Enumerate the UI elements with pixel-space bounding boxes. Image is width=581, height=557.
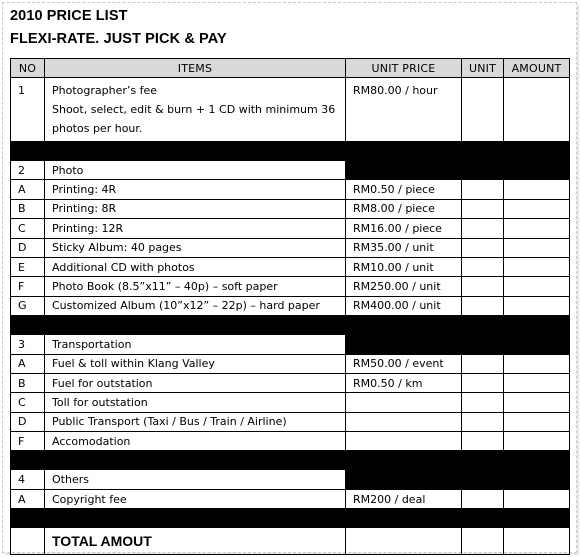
row-unit xyxy=(462,78,504,142)
row-item: Public Transport (Taxi / Bus / Train / Airline) xyxy=(45,412,346,431)
table-row xyxy=(11,489,570,508)
blackout-cell xyxy=(346,335,462,354)
blackout-cell xyxy=(462,335,504,354)
row-item: Sticky Album: 40 pages xyxy=(45,238,346,257)
table-row xyxy=(11,180,570,199)
row-price: RM0.50 / km xyxy=(346,373,462,392)
row-price: RM10.00 / unit xyxy=(346,257,462,276)
group-label: Others xyxy=(45,470,346,489)
table-row xyxy=(11,432,570,451)
total-row xyxy=(11,528,570,555)
row-no: C xyxy=(11,393,45,412)
row-no: 1 xyxy=(11,78,45,142)
header-unit-price: UNIT PRICE xyxy=(346,59,462,78)
row-no: C xyxy=(11,219,45,238)
blackout-cell xyxy=(462,470,504,489)
row-unit xyxy=(462,199,504,218)
row-no: A xyxy=(11,489,45,508)
table-row xyxy=(11,199,570,218)
row-item: Customized Album (10”x12” – 22p) – hard paper xyxy=(45,296,346,315)
blackout-cell xyxy=(346,161,462,180)
table-row xyxy=(11,257,570,276)
row-price xyxy=(346,393,462,412)
row-price: RM80.00 / hour xyxy=(346,78,462,142)
row-price: RM400.00 / unit xyxy=(346,296,462,315)
group-header-row xyxy=(11,335,570,354)
row-no: B xyxy=(11,199,45,218)
header-no: NO xyxy=(11,59,45,78)
row-price: RM200 / deal xyxy=(346,489,462,508)
header-items: ITEMS xyxy=(45,59,346,78)
row-amount xyxy=(504,180,570,199)
table-row xyxy=(11,412,570,431)
price-list-subtitle: FLEXI-RATE. JUST PICK & PAY xyxy=(10,31,227,47)
row-amount xyxy=(504,199,570,218)
photographer-fee-label: Photographer’s fee xyxy=(52,84,157,97)
row-item: Printing: 12R xyxy=(45,219,346,238)
row-price: RM16.00 / piece xyxy=(346,219,462,238)
row-item: Printing: 8R xyxy=(45,199,346,218)
row-unit xyxy=(462,373,504,392)
row-price: RM50.00 / event xyxy=(346,354,462,373)
total-amount-cell xyxy=(504,528,570,555)
group-no: 2 xyxy=(11,161,45,180)
row-amount xyxy=(504,219,570,238)
section-divider xyxy=(11,316,570,335)
row-price: RM8.00 / piece xyxy=(346,199,462,218)
blackout-cell xyxy=(504,161,570,180)
row-no: G xyxy=(11,296,45,315)
row-no: D xyxy=(11,412,45,431)
group-header-row xyxy=(11,470,570,489)
row-no: A xyxy=(11,354,45,373)
row-amount xyxy=(504,412,570,431)
table-row xyxy=(11,373,570,392)
row-no: D xyxy=(11,238,45,257)
row-item: Accomodation xyxy=(45,432,346,451)
row-item: Fuel & toll within Klang Valley xyxy=(45,354,346,373)
group-no: 4 xyxy=(11,470,45,489)
blackout-cell xyxy=(346,470,462,489)
row-no: F xyxy=(11,277,45,296)
row-price xyxy=(346,412,462,431)
row-unit xyxy=(462,277,504,296)
group-label: Transportation xyxy=(45,335,346,354)
total-no-cell xyxy=(11,528,45,555)
blackout-cell xyxy=(462,161,504,180)
header-unit: UNIT xyxy=(462,59,504,78)
row-no: A xyxy=(11,180,45,199)
row-amount xyxy=(504,296,570,315)
row-unit xyxy=(462,296,504,315)
table-row xyxy=(11,393,570,412)
row-amount xyxy=(504,78,570,142)
row-amount xyxy=(504,277,570,296)
row-amount xyxy=(504,257,570,276)
row-price xyxy=(346,432,462,451)
row-unit xyxy=(462,354,504,373)
group-label: Photo xyxy=(45,161,346,180)
row-unit xyxy=(462,412,504,431)
table-row xyxy=(11,277,570,296)
row-item xyxy=(45,78,346,142)
price-list-title: 2010 PRICE LIST xyxy=(10,8,128,24)
row-unit xyxy=(462,489,504,508)
row-no: E xyxy=(11,257,45,276)
row-price: RM250.00 / unit xyxy=(346,277,462,296)
section-divider xyxy=(11,142,570,161)
row-no: B xyxy=(11,373,45,392)
blackout-cell xyxy=(504,470,570,489)
header-amount: AMOUNT xyxy=(504,59,570,78)
blackout-cell xyxy=(504,335,570,354)
total-unit-cell xyxy=(462,528,504,555)
row-unit xyxy=(462,393,504,412)
table-row xyxy=(11,78,570,142)
table-header-row xyxy=(11,59,570,78)
row-amount xyxy=(504,393,570,412)
row-amount xyxy=(504,373,570,392)
row-unit xyxy=(462,219,504,238)
price-table xyxy=(10,58,570,555)
photographer-fee-description: Shoot, select, edit & burn + 1 CD with minimum 36 photos per hour. xyxy=(52,103,336,135)
row-amount xyxy=(504,354,570,373)
group-no: 3 xyxy=(11,335,45,354)
row-unit xyxy=(462,432,504,451)
table-row xyxy=(11,219,570,238)
table-row xyxy=(11,296,570,315)
row-price: RM0.50 / piece xyxy=(346,180,462,199)
row-item: Printing: 4R xyxy=(45,180,346,199)
table-row xyxy=(11,238,570,257)
row-amount xyxy=(504,489,570,508)
row-item: Additional CD with photos xyxy=(45,257,346,276)
row-item: Fuel for outstation xyxy=(45,373,346,392)
total-label: TOTAL AMOUT xyxy=(45,528,346,555)
row-unit xyxy=(462,180,504,199)
row-item: Copyright fee xyxy=(45,489,346,508)
total-price-cell xyxy=(346,528,462,555)
row-item: Photo Book (8.5”x11” – 40p) – soft paper xyxy=(45,277,346,296)
row-unit xyxy=(462,238,504,257)
row-item: Toll for outstation xyxy=(45,393,346,412)
row-amount xyxy=(504,432,570,451)
table-row xyxy=(11,354,570,373)
row-no: F xyxy=(11,432,45,451)
section-divider xyxy=(11,509,570,528)
row-unit xyxy=(462,257,504,276)
row-price: RM35.00 / unit xyxy=(346,238,462,257)
section-divider xyxy=(11,451,570,470)
group-header-row xyxy=(11,161,570,180)
row-amount xyxy=(504,238,570,257)
